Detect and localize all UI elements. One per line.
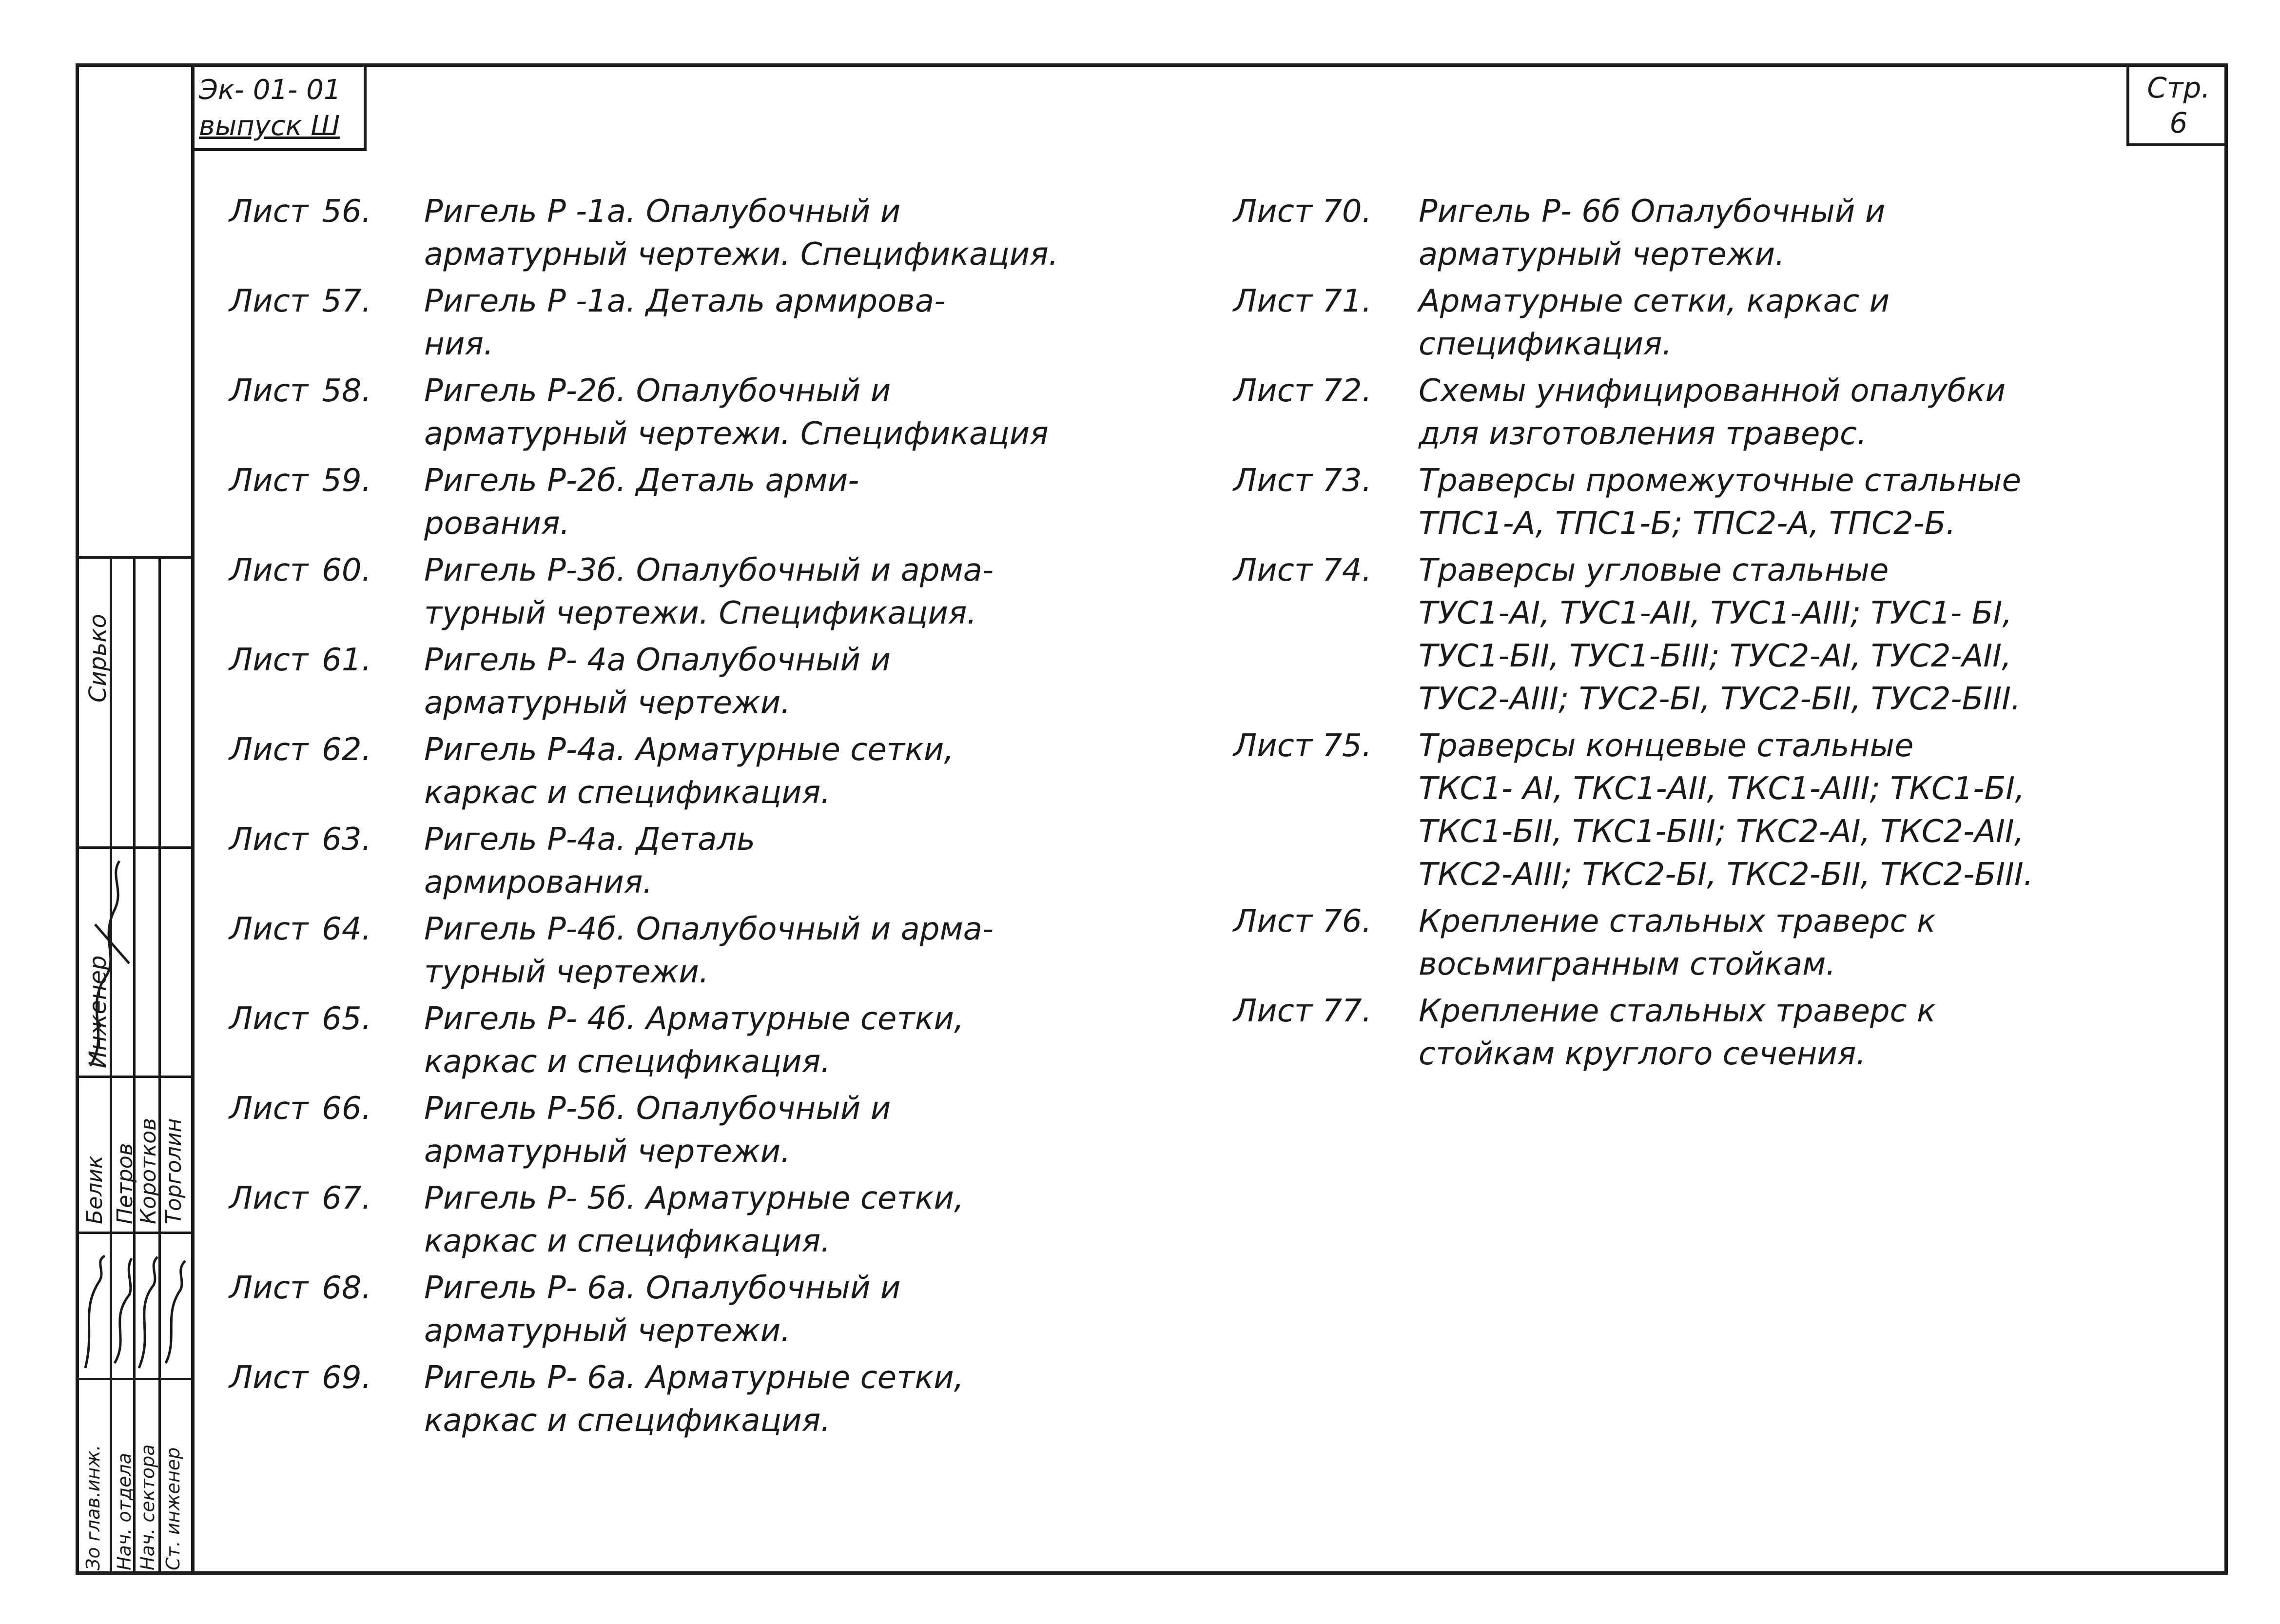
sheet-title-line: Ригель Р-4а. Деталь [424, 822, 755, 858]
sheet-label: Лист [229, 822, 309, 858]
sheet-title-line: Ригель Р-2б. Опалубочный и [424, 373, 891, 409]
sheet-number: 61. [322, 642, 371, 678]
sheet-number: 64. [322, 911, 371, 947]
sheet-label: Лист [229, 1091, 309, 1127]
sheet-label: Лист [229, 1360, 309, 1396]
sheet-title-line: Ригель Р -1а. Опалубочный и [424, 194, 901, 230]
signature-marks [76, 1251, 195, 1378]
stamp-name: Коротков [136, 1117, 161, 1224]
stamp-name: Петров [113, 1143, 137, 1224]
list-item [229, 998, 1204, 1083]
sheet-label: Лист [229, 1270, 309, 1306]
sheet-label: Лист [229, 1001, 309, 1037]
sheet-number: 69. [322, 1360, 371, 1396]
stamp-position: Зо глав.инж. [82, 1445, 104, 1570]
stamp-role-engineer: Инженер [84, 955, 112, 1068]
sheet-title-line: Ригель Р- 6б Опалубочный и [1419, 194, 1886, 230]
list-item [1233, 549, 2208, 721]
stamp-position: Ст. инженер [162, 1447, 184, 1570]
sheet-number: 74. [1322, 552, 1372, 588]
sheet-title-line: ТКС1-БII, ТКС1-БIII; ТКС2-АI, ТКС2-АII, [1419, 814, 2025, 850]
sheet-label: Лист [229, 194, 309, 230]
sheet-label: Лист [1233, 993, 1313, 1029]
stamp-divider [76, 1076, 195, 1078]
list-item [229, 549, 1204, 635]
list-item [1233, 190, 2208, 276]
sheet-label: Лист [229, 732, 309, 768]
sheet-list-left [229, 190, 1204, 1446]
sheet-title-line: армирования. [424, 864, 653, 900]
list-item [229, 1356, 1204, 1442]
stamp-divider [76, 1232, 195, 1234]
document-code [191, 63, 367, 151]
sheet-number: 70. [1322, 194, 1372, 230]
sheet-number: 59. [322, 463, 371, 499]
sheet-label: Лист [1233, 283, 1313, 319]
sheet-title-line: каркас и спецификация. [424, 1223, 831, 1259]
sheet-title-line: Ригель Р-4а. Арматурные сетки, [424, 732, 954, 768]
sheet-number: 73. [1322, 463, 1372, 499]
sheet-number: 60. [322, 552, 371, 588]
sheet-title-line: каркас и спецификация. [424, 775, 831, 811]
page-number-box [2126, 63, 2228, 146]
stamp-divider [76, 1378, 195, 1380]
sheet-title-line: спецификация. [1419, 326, 1672, 362]
sheet-title-line: арматурный чертежи. [424, 685, 791, 721]
sheet-title-line: Траверсы промежуточные стальные [1419, 463, 2021, 499]
list-item [229, 908, 1204, 994]
sheet-title-line: каркас и спецификация. [424, 1403, 831, 1439]
sheet-number: 63. [322, 822, 371, 858]
sheet-title-line: восьмигранным стойкам. [1419, 946, 1836, 982]
sheet-number: 76. [1322, 903, 1372, 939]
sheet-title-line: Ригель Р- 6а. Арматурные сетки, [424, 1360, 964, 1396]
list-item [229, 1177, 1204, 1263]
list-item [229, 639, 1204, 724]
stamp-position: Нач. сектора [137, 1444, 158, 1570]
list-item [229, 280, 1204, 366]
sheet-number: 66. [322, 1091, 371, 1127]
sheet-title-line: ТУС1-БII, ТУС1-БIII; ТУС2-АI, ТУС2-АII, [1419, 638, 2012, 674]
page-number: 6 [2169, 106, 2188, 139]
sheet-label: Лист [1233, 552, 1313, 588]
sheet-label: Лист [229, 911, 309, 947]
sheet-number: 77. [1322, 993, 1372, 1029]
sheet-label: Лист [1233, 373, 1313, 409]
sheet-title-line: каркас и спецификация. [424, 1044, 831, 1080]
sheet-list-right [1233, 190, 2208, 1079]
sheet-title-line: Ригель Р- 5б. Арматурные сетки, [424, 1180, 964, 1216]
signature-engineer [76, 851, 195, 1076]
sheet-title-line: Ригель Р- 4б. Арматурные сетки, [424, 1001, 964, 1037]
stamp-name: Белик [82, 1155, 107, 1224]
document-code-series: Эк- 01- 01 [199, 74, 341, 106]
sheet-title-line: Крепление стальных траверс к [1419, 993, 1936, 1029]
approval-stamp [76, 556, 195, 1575]
sheet-title-line: ТПС1-А, ТПС1-Б; ТПС2-А, ТПС2-Б. [1419, 506, 1956, 542]
sheet-title-line: арматурный чертежи. Спецификация. [424, 236, 1059, 273]
list-item [229, 190, 1204, 276]
sheet-number: 67. [322, 1180, 371, 1216]
list-item [1233, 900, 2208, 986]
list-item [1233, 990, 2208, 1076]
sheet-title-line: Траверсы угловые стальные [1419, 552, 1889, 588]
sheet-label: Лист [229, 642, 309, 678]
sheet-number: 57. [322, 283, 371, 319]
sheet-number: 71. [1322, 283, 1372, 319]
list-item [1233, 280, 2208, 366]
stamp-name-engineer: Сирько [84, 614, 112, 703]
stamp-divider [76, 846, 195, 849]
sheet-title-line: арматурный чертежи. [1419, 236, 1785, 273]
sheet-title-line: Схемы унифицированной опалубки [1419, 373, 2006, 409]
sheet-label: Лист [229, 552, 309, 588]
list-item [229, 459, 1204, 545]
list-item [1233, 459, 2208, 545]
sheet-title-line: ТКС2-АIII; ТКС2-БI, ТКС2-БII, ТКС2-БIII. [1419, 857, 2034, 893]
page-label: Стр. [2147, 71, 2210, 104]
sheet-title-line: ТУС2-АIII; ТУС2-БI, ТУС2-БII, ТУС2-БIII. [1419, 681, 2021, 717]
sheet-number: 62. [322, 732, 371, 768]
sheet-title-line: рования. [424, 506, 570, 542]
sheet-title-line: Траверсы концевые стальные [1419, 728, 1914, 764]
list-item [229, 728, 1204, 814]
sheet-label: Лист [229, 373, 309, 409]
sheet-number: 65. [322, 1001, 371, 1037]
sheet-title-line: Ригель Р- 4а Опалубочный и [424, 642, 891, 678]
sheet-label: Лист [1233, 728, 1313, 764]
sheet-title-line: ния. [424, 326, 494, 362]
sheet-title-line: арматурный чертежи. Спецификация [424, 416, 1049, 452]
sheet-title-line: Крепление стальных траверс к [1419, 903, 1936, 939]
list-item [229, 818, 1204, 904]
sheet-number: 75. [1322, 728, 1372, 764]
sheet-title-line: Ригель Р-5б. Опалубочный и [424, 1091, 891, 1127]
list-item [229, 1087, 1204, 1173]
sheet-label: Лист [229, 463, 309, 499]
sheet-title-line: арматурный чертежи. [424, 1134, 791, 1170]
list-item [1233, 724, 2208, 896]
sheet-title-line: арматурный чертежи. [424, 1313, 791, 1349]
sheet-title-line: Ригель Р- 6а. Опалубочный и [424, 1270, 901, 1306]
sheet-number: 68. [322, 1270, 371, 1306]
sheet-number: 58. [322, 373, 371, 409]
sheet-title-line: Ригель Р-2б. Деталь арми- [424, 463, 859, 499]
document-code-issue: выпуск Ш [199, 110, 340, 142]
sheet-number: 56. [322, 194, 371, 230]
sheet-title-line: Ригель Р-3б. Опалубочный и арма- [424, 552, 994, 588]
sheet-title-line: Ригель Р-4б. Опалубочный и арма- [424, 911, 994, 947]
sheet-title-line: ТУС1-АI, ТУС1-АII, ТУС1-АIII; ТУС1- БI, [1419, 595, 2012, 631]
sheet-title-line: для изготовления траверс. [1419, 416, 1867, 452]
list-item [1233, 370, 2208, 455]
list-item [229, 370, 1204, 455]
list-item [229, 1267, 1204, 1352]
sheet-number: 72. [1322, 373, 1372, 409]
sheet-title-line: ТКС1- АI, ТКС1-АII, ТКС1-АIII; ТКС1-БI, [1419, 771, 2025, 807]
sheet-title-line: Арматурные сетки, каркас и [1419, 283, 1890, 319]
sheet-label: Лист [229, 1180, 309, 1216]
sheet-label: Лист [1233, 463, 1313, 499]
sheet-label: Лист [1233, 903, 1313, 939]
sheet-label: Лист [1233, 194, 1313, 230]
sheet-title-line: стойкам круглого сечения. [1419, 1036, 1866, 1072]
sheet-label: Лист [229, 283, 309, 319]
sheet-title-line: Ригель Р -1а. Деталь армирова- [424, 283, 946, 319]
sheet-title-line: турный чертежи. [424, 954, 709, 990]
sheet-title-line: турный чертежи. Спецификация. [424, 595, 977, 631]
stamp-name: Торголин [161, 1118, 186, 1224]
stamp-position: Нач. отдела [114, 1452, 135, 1570]
